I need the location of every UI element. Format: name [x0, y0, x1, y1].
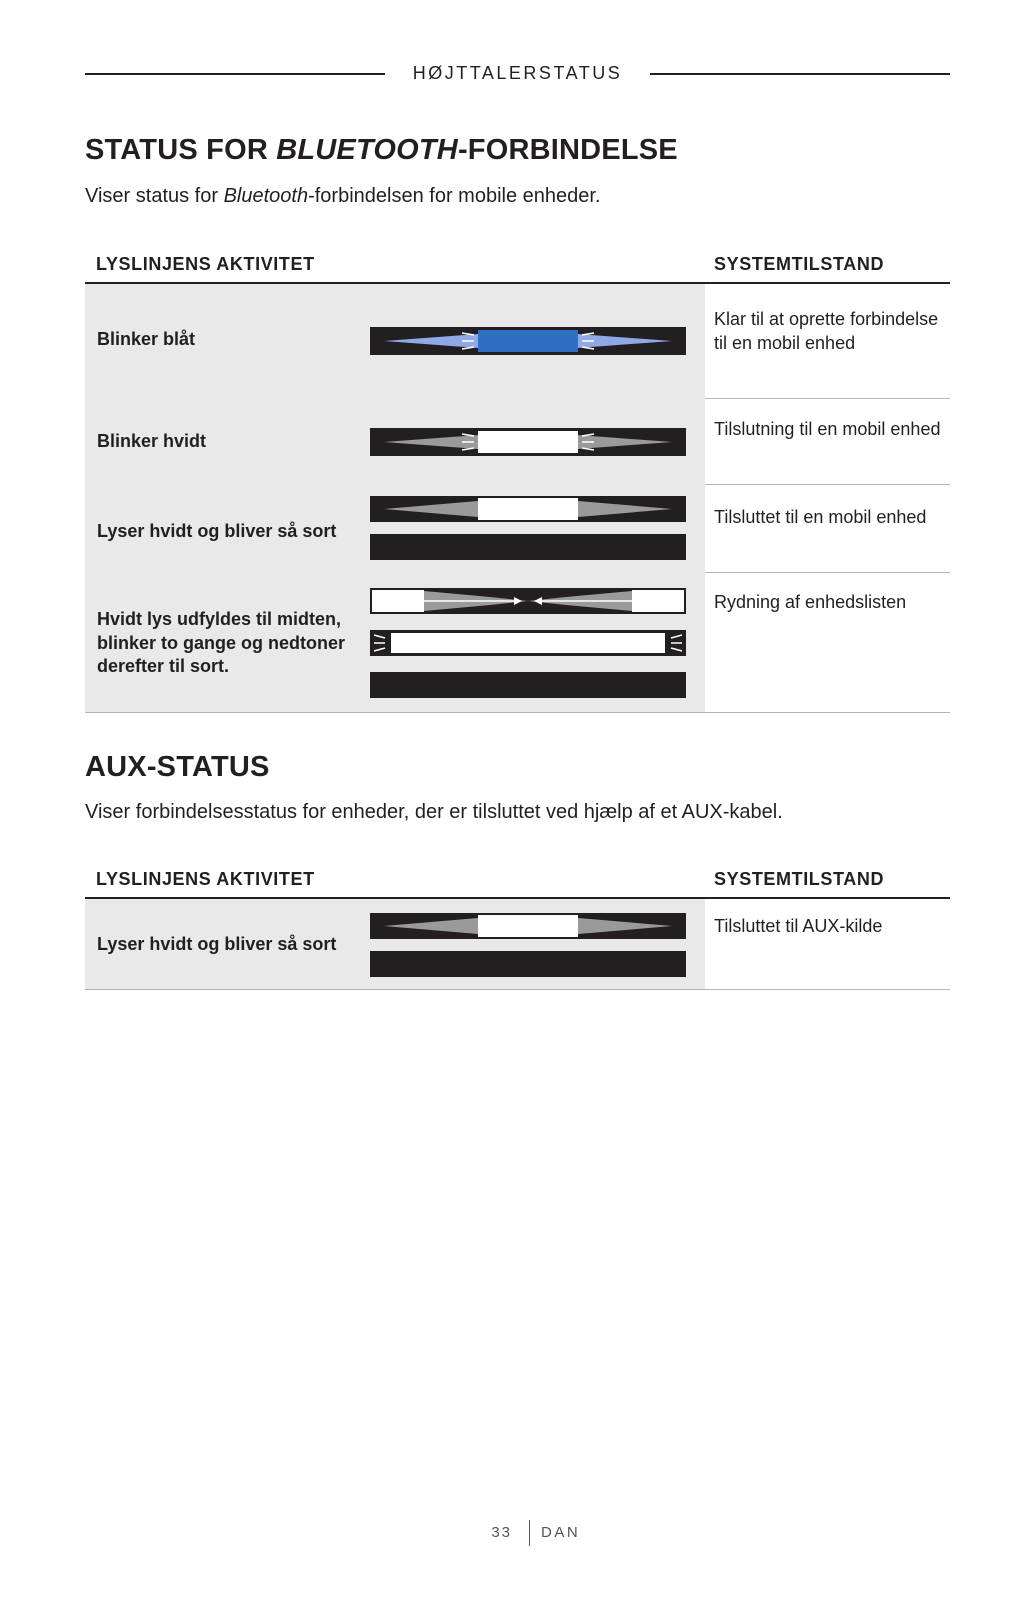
- row-state: Klar til at oprette forbindelse til en mobil enhed: [714, 309, 939, 353]
- light-bar-blue-pulse: [370, 327, 686, 355]
- header-title: HØJTTALERSTATUS: [412, 63, 623, 83]
- aux-section-description: Viser forbindelsesstatus for enheder, der er tilsluttet ved hjælp af et AUX-kabel.: [85, 801, 783, 823]
- row-state: Tilsluttet til en mobil enhed: [714, 507, 927, 527]
- column-header-activity: LYSLINJENS AKTIVITET: [96, 869, 315, 889]
- page-number: 33: [491, 1524, 512, 1541]
- title-suffix: -FORBINDELSE: [457, 134, 678, 166]
- footer-separator: [529, 1520, 530, 1546]
- column-header-state: SYSTEMTILSTAND: [714, 254, 885, 274]
- language-code: DAN: [541, 1524, 581, 1541]
- row-activity: Blinker hvidt: [97, 431, 207, 451]
- row-activity: Lyser hvidt og bliver så sort: [97, 934, 337, 954]
- table-row: [85, 484, 950, 573]
- row-state: Tilslutning til en mobil enhed: [714, 419, 941, 439]
- table-row: [85, 398, 950, 485]
- row-activity: Hvidt lys udfyldes til midten, blinker to gange og nedtoner derefter til sort.: [97, 609, 346, 676]
- light-bar-solid-then-off: [370, 913, 686, 979]
- light-bar-white-pulse: [370, 428, 686, 456]
- page-header: [85, 63, 950, 83]
- column-header-activity: LYSLINJENS AKTIVITET: [96, 254, 315, 274]
- title-prefix: STATUS FOR: [85, 134, 277, 166]
- column-header-state: SYSTEMTILSTAND: [714, 869, 885, 889]
- row-activity: Blinker blåt: [97, 329, 196, 349]
- bluetooth-section-title: [85, 134, 678, 167]
- aux-section-title: AUX-STATUS: [85, 751, 270, 783]
- row-activity: Lyser hvidt og bliver så sort: [97, 521, 337, 541]
- light-bar-fill-blink-fade: [370, 588, 686, 700]
- row-state: Rydning af enhedslisten: [714, 592, 907, 612]
- table-row: [85, 572, 950, 713]
- light-bar-solid-then-off: [370, 496, 686, 562]
- page-footer: [0, 1520, 1036, 1550]
- desc-suffix: -forbindelsen for mobile enheder.: [308, 185, 601, 207]
- header-rule-right: [650, 73, 950, 75]
- table-row: [85, 284, 950, 399]
- table-row: [85, 899, 950, 990]
- title-italic: BLUETOOTH: [276, 134, 458, 166]
- row-state: Tilsluttet til AUX-kilde: [714, 916, 883, 936]
- desc-italic: Bluetooth: [223, 185, 309, 207]
- bluetooth-section-description: [85, 185, 601, 208]
- desc-prefix: Viser status for: [85, 185, 224, 207]
